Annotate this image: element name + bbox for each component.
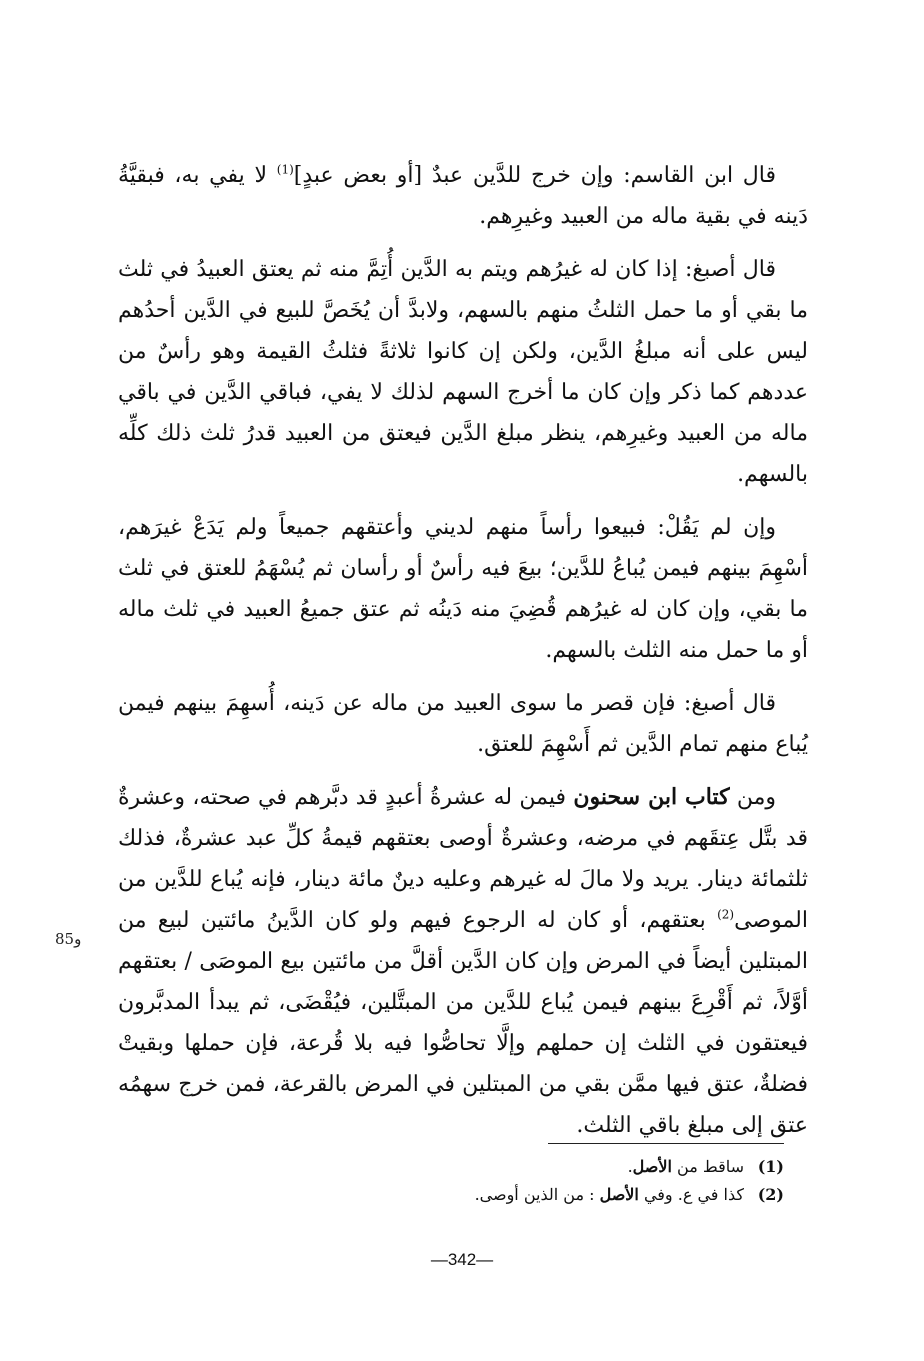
footnote-ref-1[interactable]: (1)	[276, 162, 294, 177]
footnote-ref-2[interactable]: (2)	[717, 907, 735, 922]
paragraph-5: ومن كتاب ابن سحنون فيمن له عشرةُ أعبدٍ قد دبَّرهم في صحته، وعشرةٌ قد بتَّل عِتقَهم في مرضه، وعشرةٌ أوصى بعتقهم قيمةُ كلِّ عبد عشرةٌ، فذلك ثلثمائة دينار. يريد ولا مالَ له غيرهم وعليه دينٌ مائة دينار، فإنه يُباع للدَّين من الموصى$^{(2)}$ بعتقهم، أو كان له الرجوع فيهم ولو كان الدَّينُ مائتين لبيع من المبتلين أيضاً في المرض وإن كان الدَّين أقلَّ من مائتين بيع الموصَى / بعتقهم أوَّلاً، ثم أَقْرِعَ بينهم فيمن يُباع للدَّين من المبتَّلين، فيُقْضَى، ثم يبدأ المدبَّرون فيعتقون في الثلث إن حملهم وإلَّا تحاصُّوا فيه بلا قُرعة، فإن حملها وبقيتْ فضلةٌ، عتق فيها ممَّن بقي من المبتلين في المرض بالقرعة، فمن خرج سهمُه عتق إلى مبلغ باقي الثلث.	[118, 784, 808, 1138]
page-number: —342—	[430, 1250, 494, 1269]
paragraph-4: قال أصبغ: فإن قصر ما سوى العبيد من ماله عن دَينه، أُسهِمَ بينهم فيمن يُباع منهم تمام الدَّين ثم أَسْهِمَ للعتق.	[118, 691, 808, 757]
footnote-number: (1)	[757, 1157, 784, 1176]
footnote-2	[400, 1181, 784, 1209]
footnote-1	[400, 1153, 784, 1181]
footnote-text: كذا في ع. وفي الأصل : من الذين أوصى.	[474, 1185, 744, 1204]
footnotes	[400, 1153, 784, 1209]
footnote-text: ساقط من الأصل.	[627, 1157, 744, 1176]
paragraph-2: قال أصبغ: إذا كان له غيرُهم ويتم به الدَّين أُتِمَّ منه ثم يعتق العبيدُ في ثلث ما بقي أو ما حمل الثلثُ منهم بالسهم، ولابدَّ أن يُخَصَّ للبيع في الدَّين أحدُهم ليس على أنه مبلغُ الدَّين، ولكن إن كانوا ثلاثةً فثلثُ القيمة وهو رأسٌ من عددهم كما ذكر وإن كان ما أخرج السهم لذلك لا يفي، فباقي الدَّين في باقي ماله من العبيد وغيرِهم، ينظر مبلغ الدَّين فيعتق من العبيد قدرُ ثلث ذلك كلِّه بالسهم.	[118, 257, 808, 487]
paragraph-1: قال ابن القاسم: وإن خرج للدَّين عبدٌ [أو بعض عبدٍ]$^{(1)}$ لا يفي به، فبقيَّةُ دَينه في بقية ماله من العبيد وغيرِهم.	[118, 162, 808, 229]
paragraph-3: وإن لم يَقُلْ: فبيعوا رأساً منهم لديني وأعتقهم جميعاً ولم يَدَعْ غيرَهم، أسْهِمَ بينهم فيمن يُباعُ للدَّين؛ بيعَ فيه رأسٌ أو رأسان ثم يُسْهَمُ للعتق في ثلث ما بقي، وإن كان له غيرُهم قُضِيَ منه دَينُه ثم عتق جميعُ العبيد في ثلث ماله أو ما حمل منه الثلث بالسهم.	[118, 515, 808, 663]
footnote-number: (2)	[757, 1185, 784, 1204]
margin-folio-note: و85	[55, 930, 82, 948]
book-title: كتاب ابن سحنون	[573, 784, 730, 810]
footnote-divider	[548, 1143, 784, 1144]
main-text	[118, 155, 808, 1158]
